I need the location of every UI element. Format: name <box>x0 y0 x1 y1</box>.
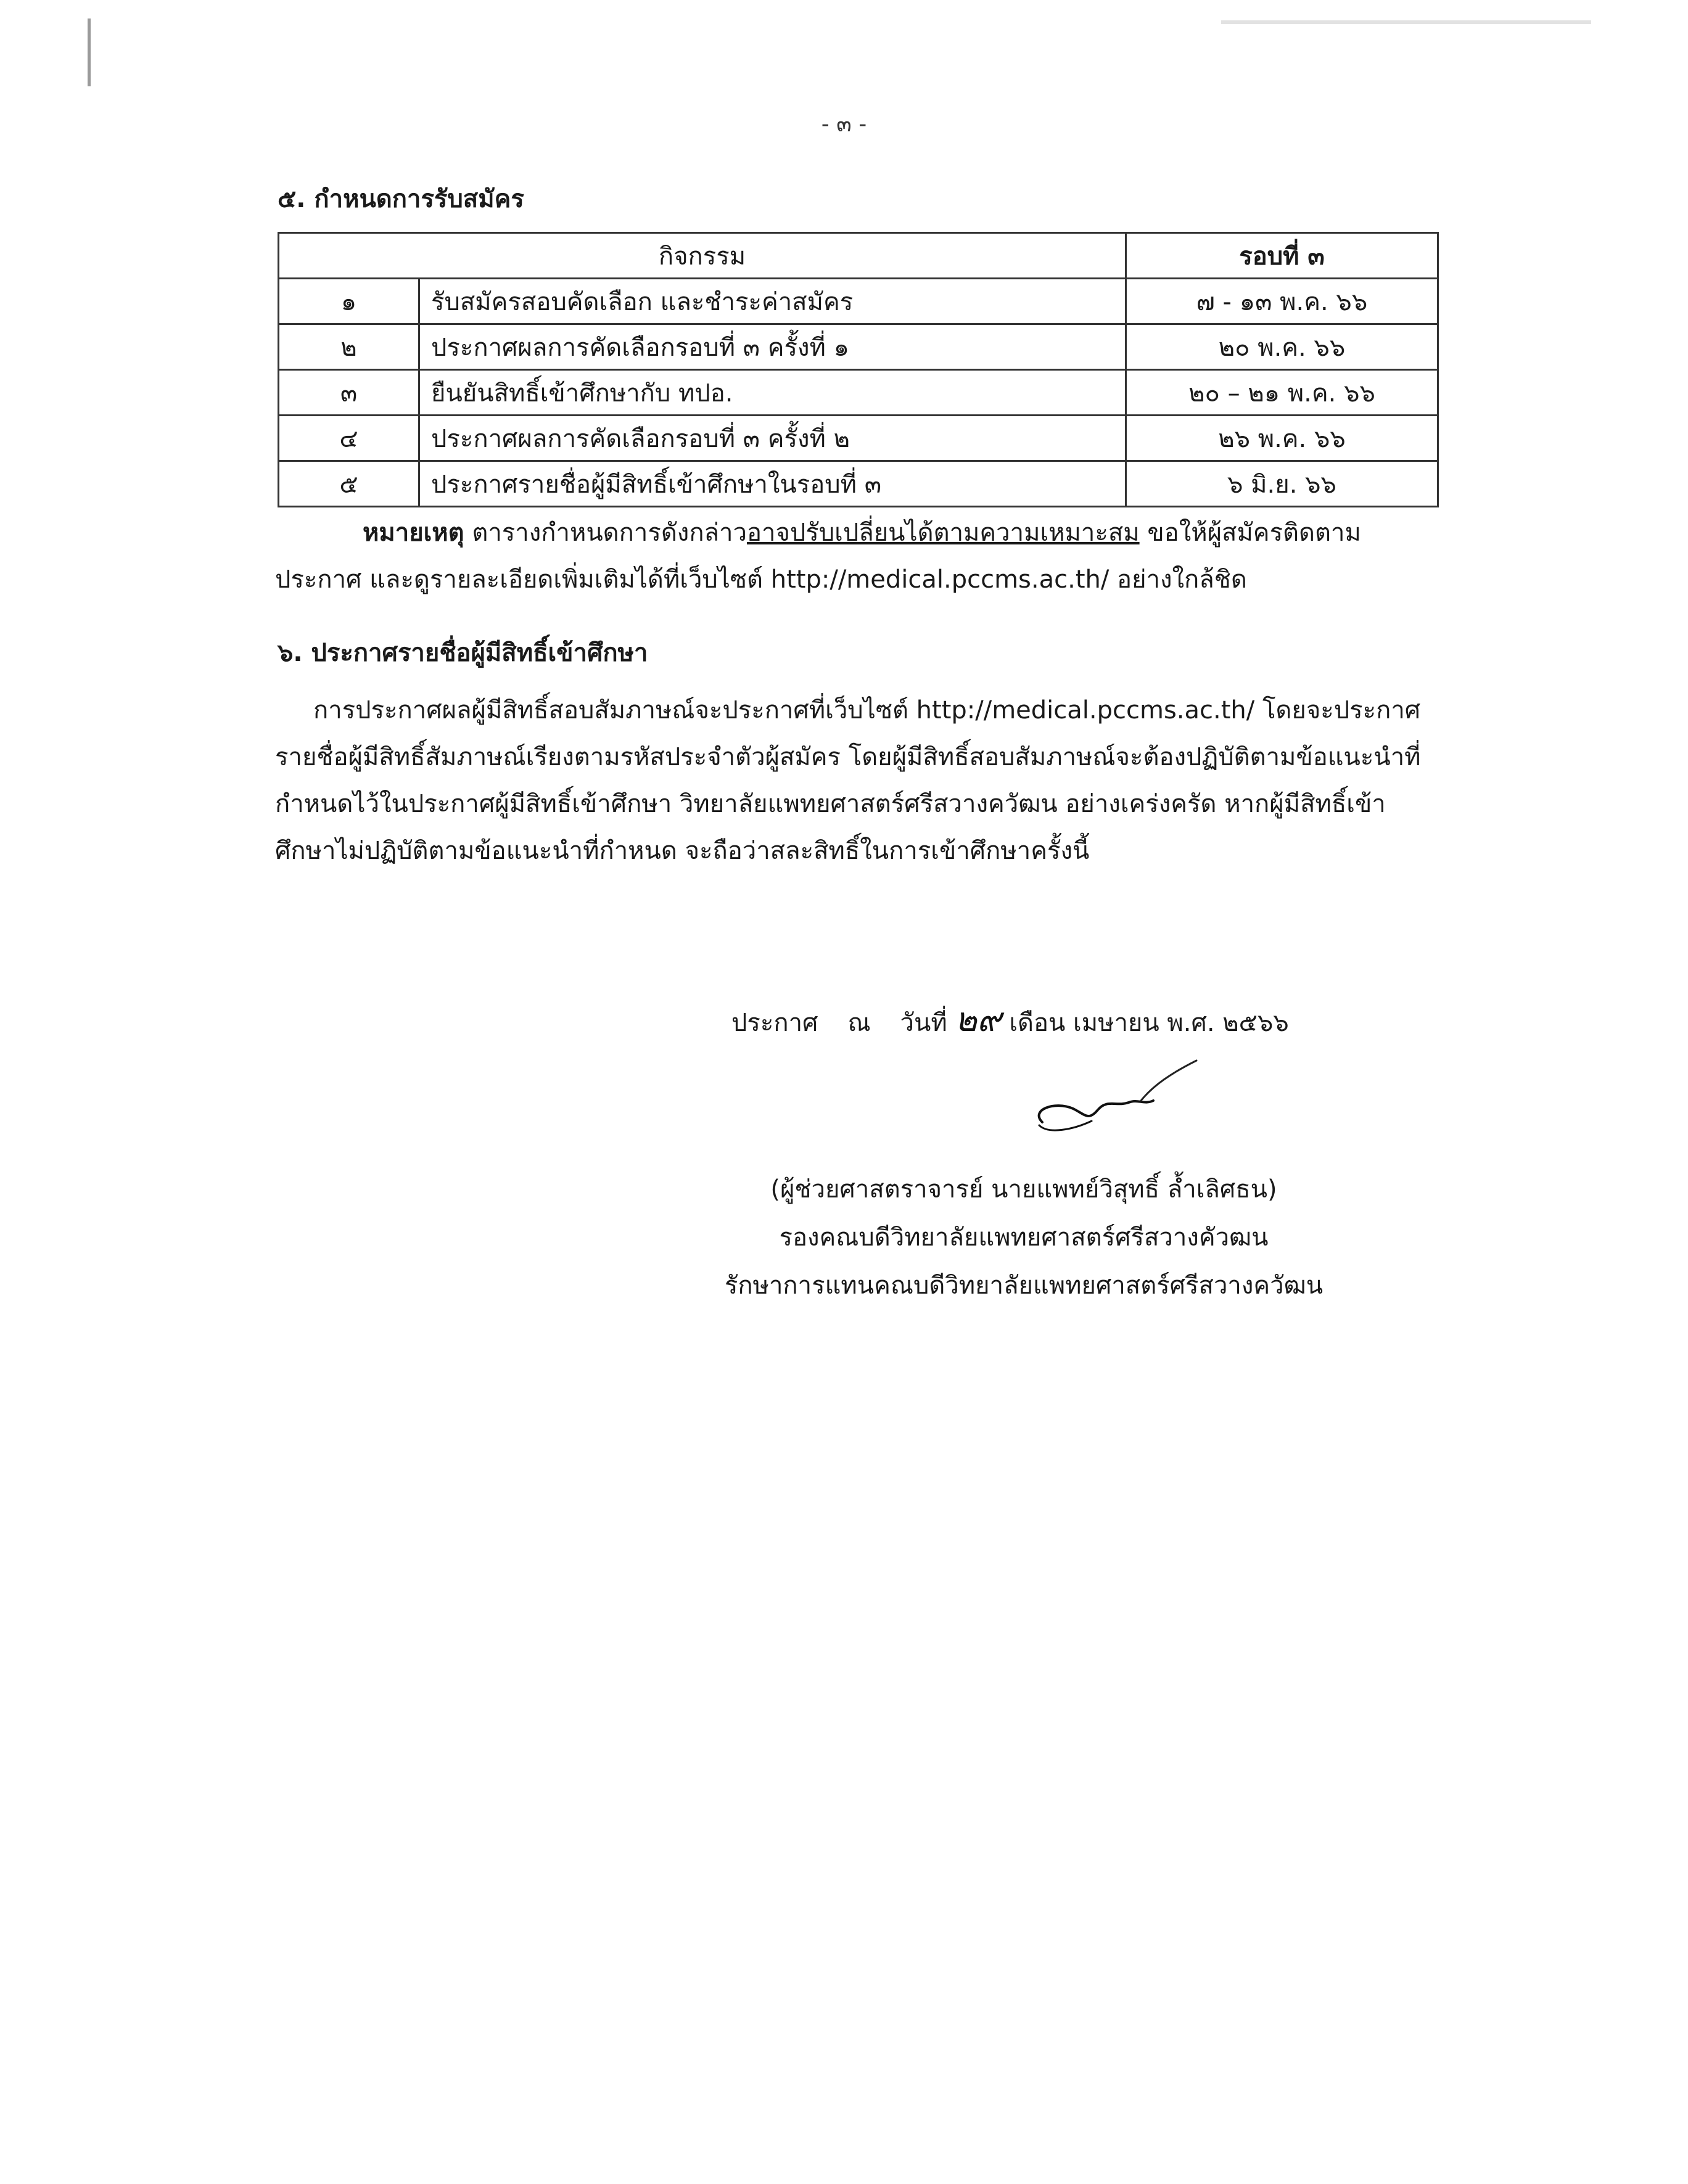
note-text-a: ตารางกำหนดการดังกล่าว <box>464 519 747 547</box>
signatory-position-1: รองคณบดีวิทยาลัยแพทยศาสตร์ศรีสวางคัวฒน <box>779 1223 1269 1252</box>
table-row <box>279 370 1438 416</box>
row-number: ๒ <box>279 324 419 370</box>
note-line-2: ประกาศ และดูรายละเอียดเพิ่มเติมได้ที่เว็บไซต์ http://medical.pccms.ac.th/ อย่างใกล้ชิด <box>275 565 1247 594</box>
row-activity: ยืนยันสิทธิ์เข้าศึกษากับ ทปอ. <box>419 370 1126 416</box>
row-number: ๕ <box>279 461 419 507</box>
handwritten-day: ๒๙ <box>955 1000 1002 1039</box>
section6-line-3: กำหนดไว้ในประกาศผู้มีสิทธิ์เข้าศึกษา วิทยาลัยแพทยศาสตร์ศรีสวางควัฒน อย่างเคร่งครัด หากผู้มีสิทธิ์เข้า <box>275 790 1386 818</box>
table-header-row <box>279 233 1438 279</box>
row-number: ๔ <box>279 416 419 461</box>
note-line-1 <box>363 509 1361 556</box>
schedule-table <box>278 232 1439 507</box>
section6-line-2: รายชื่อผู้มีสิทธิ์สัมภาษณ์เรียงตามรหัสประจำตัวผู้สมัคร โดยผู้มีสิทธิ์สอบสัมภาษณ์จะต้องปฏิบัติตามข้อแนะนำที่ <box>275 743 1421 771</box>
announce-prefix: ประกาศ <box>731 1009 818 1037</box>
announce-month-year: เดือน เมษายน พ.ศ. ๒๕๖๖ <box>1009 1009 1289 1037</box>
row-date: ๒๐ – ๒๑ พ.ค. ๖๖ <box>1126 370 1438 416</box>
table-row <box>279 416 1438 461</box>
row-number: ๓ <box>279 370 419 416</box>
announcement-date-line <box>731 993 1289 1046</box>
section5-heading: ๕. กำหนดการรับสมัคร <box>278 185 524 213</box>
scan-edge-left <box>88 18 91 86</box>
note-text-b: ขอให้ผู้สมัครติดตาม <box>1139 519 1361 547</box>
note-label: หมายเหตุ <box>363 519 464 547</box>
announce-at: ณ <box>847 1009 871 1037</box>
row-date: ๒๐ พ.ค. ๖๖ <box>1126 324 1438 370</box>
row-number: ๑ <box>279 279 419 324</box>
scan-edge-top <box>1221 20 1591 24</box>
signatory-name: (ผู้ช่วยศาสตราจารย์ นายแพทย์วิสุทธิ์ ล้ำเลิศธน) <box>770 1175 1277 1204</box>
table-row <box>279 461 1438 507</box>
row-activity: ประกาศผลการคัดเลือกรอบที่ ๓ ครั้งที่ ๒ <box>419 416 1126 461</box>
table-row <box>279 324 1438 370</box>
header-round: รอบที่ ๓ <box>1126 233 1438 279</box>
row-activity: ประกาศรายชื่อผู้มีสิทธิ์เข้าศึกษาในรอบที่ ๓ <box>419 461 1126 507</box>
table-row <box>279 279 1438 324</box>
row-date: ๒๖ พ.ค. ๖๖ <box>1126 416 1438 461</box>
section6-line-1: การประกาศผลผู้มีสิทธิ์สอบสัมภาษณ์จะประกาศที่เว็บไซต์ http://medical.pccms.ac.th/ โดยจะประกาศ <box>313 696 1421 725</box>
row-activity: รับสมัครสอบคัดเลือก และชำระค่าสมัคร <box>419 279 1126 324</box>
row-activity: ประกาศผลการคัดเลือกรอบที่ ๓ ครั้งที่ ๑ <box>419 324 1126 370</box>
row-date: ๖ มิ.ย. ๖๖ <box>1126 461 1438 507</box>
page-number: - ๓ - <box>821 112 867 137</box>
section6-heading: ๖. ประกาศรายชื่อผู้มีสิทธิ์เข้าศึกษา <box>278 639 648 667</box>
note-underlined: อาจปรับเปลี่ยนได้ตามความเหมาะสม <box>746 519 1140 547</box>
signatory-position-2: รักษาการแทนคณบดีวิทยาลัยแพทยศาสตร์ศรีสวางควัฒน <box>724 1271 1324 1300</box>
row-date: ๗ - ๑๓ พ.ค. ๖๖ <box>1126 279 1438 324</box>
announce-day-label: วันที่ <box>900 1009 947 1037</box>
header-activity: กิจกรรม <box>279 233 1126 279</box>
signature-image <box>1030 1048 1203 1153</box>
section6-line-4: ศึกษาไม่ปฏิบัติตามข้อแนะนำที่กำหนด จะถือว่าสละสิทธิ์ในการเข้าศึกษาครั้งนี้ <box>275 837 1090 865</box>
